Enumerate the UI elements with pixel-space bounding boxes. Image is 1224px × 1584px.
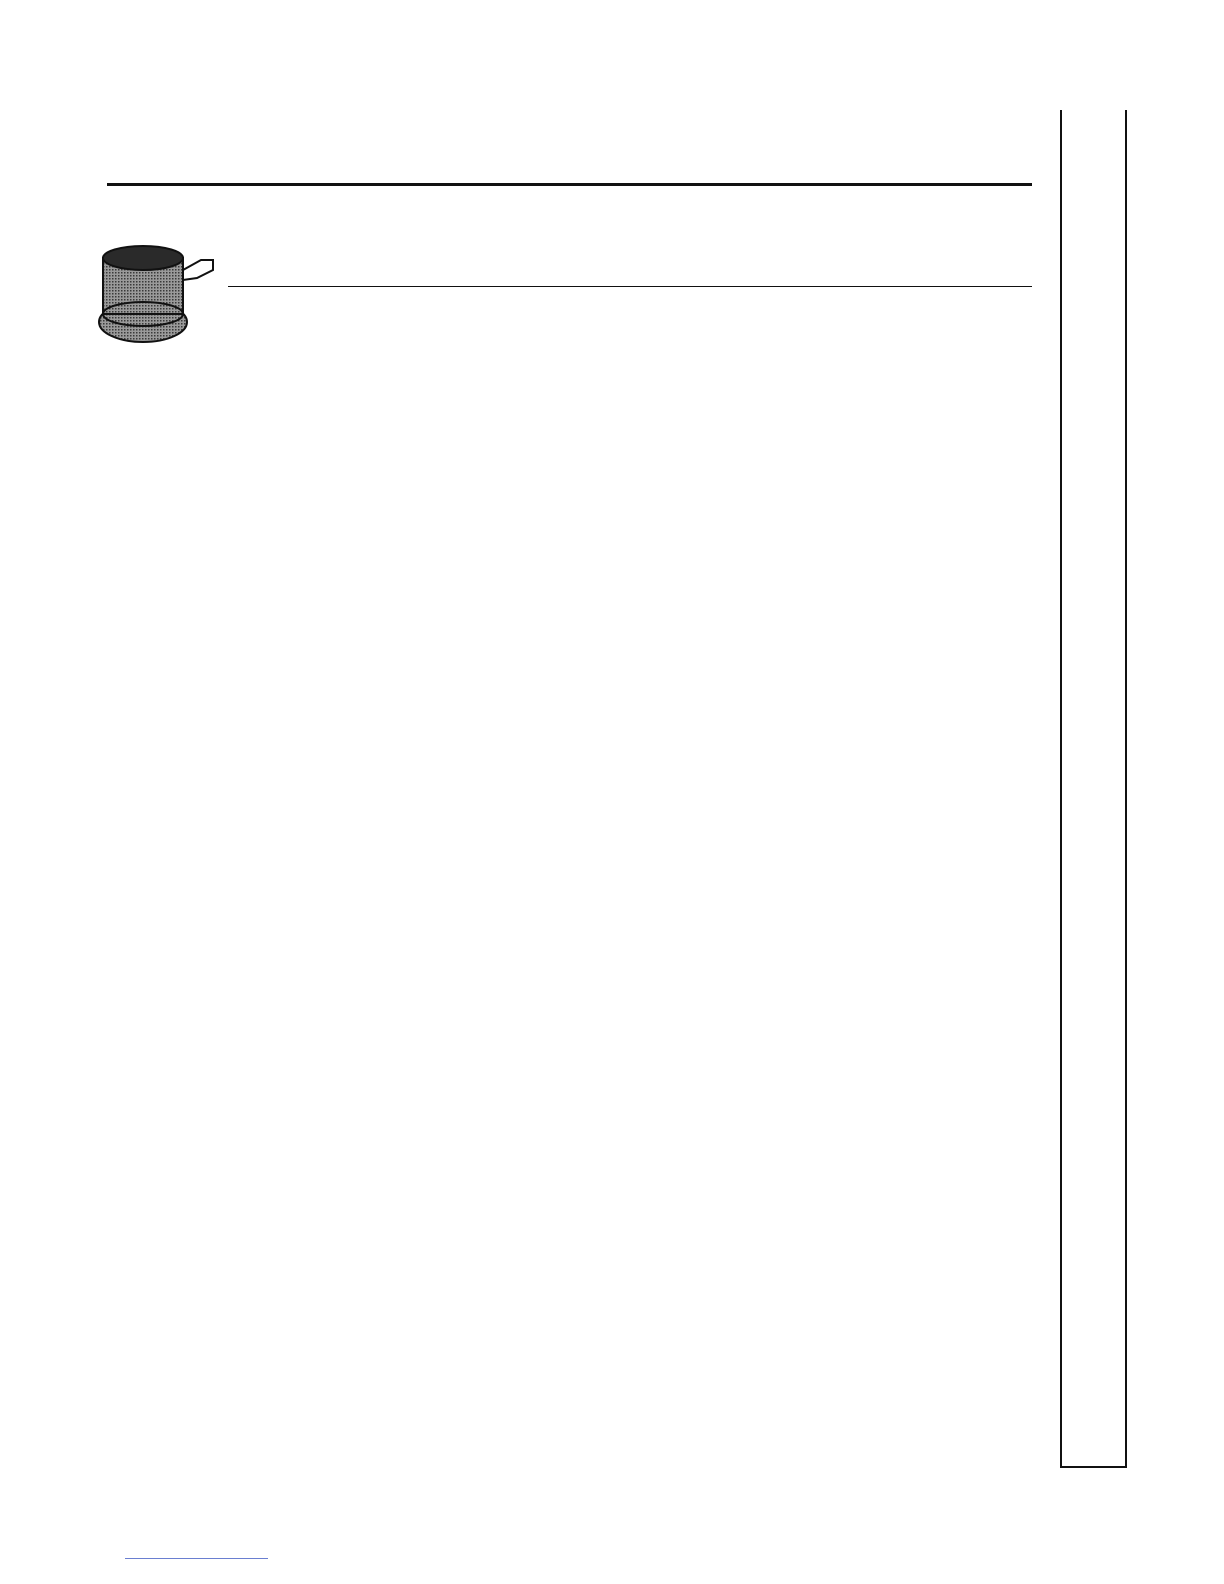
right-column-list [648,401,1040,410]
cookware-pot-icon [97,236,219,346]
title-rule [228,286,1032,287]
side-tab-strip [1060,110,1127,1468]
bottom-link-rule [125,1558,268,1559]
top-rule [107,183,1032,186]
